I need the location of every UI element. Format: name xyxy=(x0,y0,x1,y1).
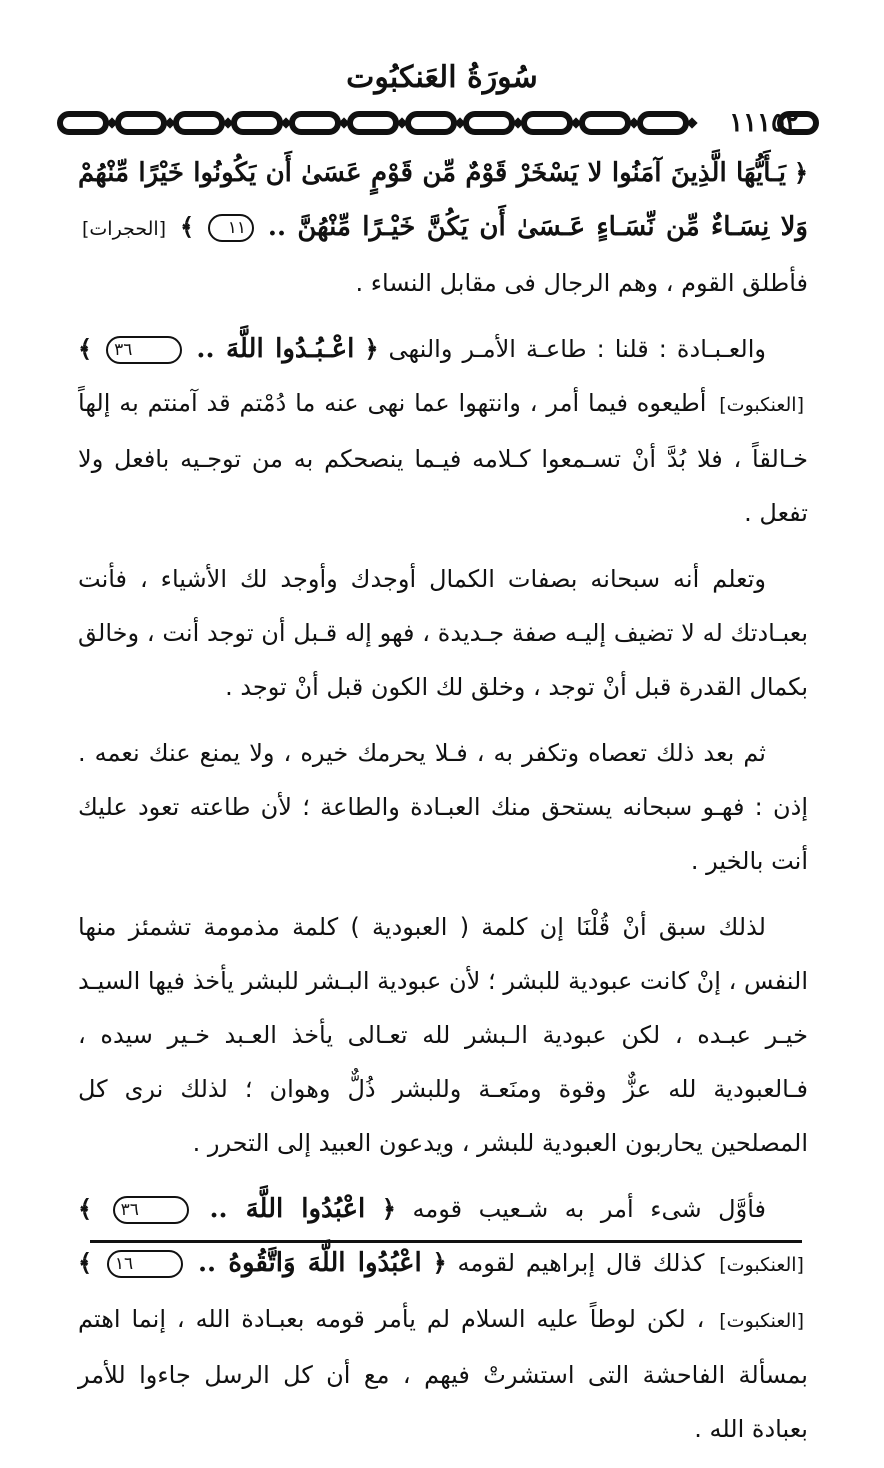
page-number: ١١١٥٢ xyxy=(729,108,799,138)
paragraph-lead: فأوَّل شىء أمر به شـعيب قومه xyxy=(412,1195,766,1223)
chain-link xyxy=(408,114,454,132)
paragraph-6 xyxy=(78,1182,808,1456)
chain-link xyxy=(582,114,628,132)
paragraph-text: أطيعوه فيما أمر ، وانتهوا عما نهى عنه ما دُمْتم قد آمنتم به إلهاً خـالقاً ، فلا بُدَّ أنْ تسـمعوا كـلامه فيـما ينصحكم به من توجـيه بافعل ولا تفعل . xyxy=(78,389,808,527)
bracket-close: ﴾ xyxy=(78,1194,93,1223)
ornament-border xyxy=(56,106,820,140)
paragraph-lead: والعـبـادة : قلنا : طاعـة الأمـر والنهى xyxy=(388,335,766,363)
ayah-number: ٣٦ xyxy=(106,336,182,364)
ayah-number: ١٦ xyxy=(107,1250,183,1278)
chain-ornament xyxy=(56,106,820,140)
chain-link xyxy=(60,114,106,132)
paragraph-text: فأطلق القوم ، وهم الرجال فى مقابل النساء . xyxy=(355,269,808,297)
chain-link xyxy=(640,114,686,132)
paragraph-5 xyxy=(78,900,808,1170)
bracket-close: ﴾ xyxy=(180,212,195,241)
surah-reference: [العنكبوت] xyxy=(719,1254,804,1276)
bracket-close: ﴾ xyxy=(78,1248,93,1277)
quran-verse: اعْـبُـدُوا اللَّهَ .. xyxy=(196,334,355,364)
paragraph-text: ، لكن لوطاً عليه السلام لم يأمر قومه بعبـادة الله ، إنما اهتم بمسألة الفاحشة التى استشرتْ فيهم ، مع أن كل الرسل جاءوا للأمر بعبادة الله . xyxy=(78,1305,808,1443)
body-text xyxy=(78,146,808,1468)
paragraph-text: لذلك سبق أنْ قُلْنَا إن كلمة ( العبودية ) كلمة مذمومة تشمئز منها النفس ، إنْ كانت عبودية للبشر ؛ لأن عبودية البـشر للبشر يأخذ فيها السيـد خيـر عبـده ، لكن عبودية الـبشر لله تعـالى يأخذ العـبد خـير سيده ، فـالعبودية لله عزٌّ وقوة ومنَعـة وللبشر ذُلٌّ وهوان ؛ لذلك نرى كل المصلحين يحاربون العبودية للبشر ، ويدعون العبيد إلى التحرر . xyxy=(78,913,808,1157)
chain-link xyxy=(466,114,512,132)
paragraph-3 xyxy=(78,552,808,714)
surah-reference: [العنكبوت] xyxy=(719,1310,804,1332)
quran-verse: اعْبُدُوا اللَّهَ .. xyxy=(209,1194,366,1224)
paragraph-mid: كذلك قال إبراهيم لقومه xyxy=(457,1249,705,1277)
paragraph-2 xyxy=(78,322,808,540)
paragraph-1 xyxy=(78,146,808,310)
surah-reference: [الحجرات] xyxy=(82,218,167,240)
paragraph-text: وتعلم أنه سبحانه بصفات الكمال أوجدك وأوجد لك الأشياء ، فأنت بعبـادتك له لا تضيف إليـه صفة جـديدة ، فهو إله قـبل أن توجد أنت ، وخالق بكمال القدرة قبل أنْ توجد ، وخلق لك الكون قبل أنْ توجد . xyxy=(78,565,808,701)
bracket-open: ﴿ xyxy=(793,158,808,187)
surah-title: سُورَةُ العَنكبُوت xyxy=(346,60,538,95)
chain-link xyxy=(292,114,338,132)
quran-verse: يَـأَيُّهَا الَّذِينَ آمَنُوا لا يَسْخَرْ قَوْمٌ مِّن قَوْمٍ عَسَىٰ أَن يَكُونُوا خَيْرًا مِّنْهُمْ وَلا نِسَـاءٌ مِّن نِّسَـاءٍ عَـسَىٰ أَن يَكُنَّ خَيْـرًا مِّنْهُنَّ .. xyxy=(78,158,808,242)
bracket-open: ﴿ xyxy=(381,1194,396,1223)
chain-link xyxy=(234,114,280,132)
chain-link xyxy=(176,114,222,132)
paragraph-text: ثم بعد ذلك تعصاه وتكفر به ، فـلا يحرمك خيره ، ولا يمنع عنك نعمه . إذن : فهـو سبحانه يستحق منك العبـادة والطاعة ؛ لأن طاعته تعود عليك أنت بالخير . xyxy=(78,739,808,875)
footer-rule xyxy=(90,1240,802,1243)
surah-reference: [العنكبوت] xyxy=(719,394,804,416)
bracket-open: ﴿ xyxy=(432,1248,447,1277)
bracket-open: ﴿ xyxy=(364,334,379,363)
quran-verse: اعْبُدُوا اللَّهَ وَاتَّقُوهُ .. xyxy=(197,1248,422,1278)
chain-link xyxy=(118,114,164,132)
chain-link xyxy=(524,114,570,132)
chain-link xyxy=(350,114,396,132)
ayah-number: ١١ xyxy=(208,214,254,242)
bracket-close: ﴾ xyxy=(78,334,93,363)
paragraph-4 xyxy=(78,726,808,888)
ayah-number: ٣٦ xyxy=(113,1196,189,1224)
